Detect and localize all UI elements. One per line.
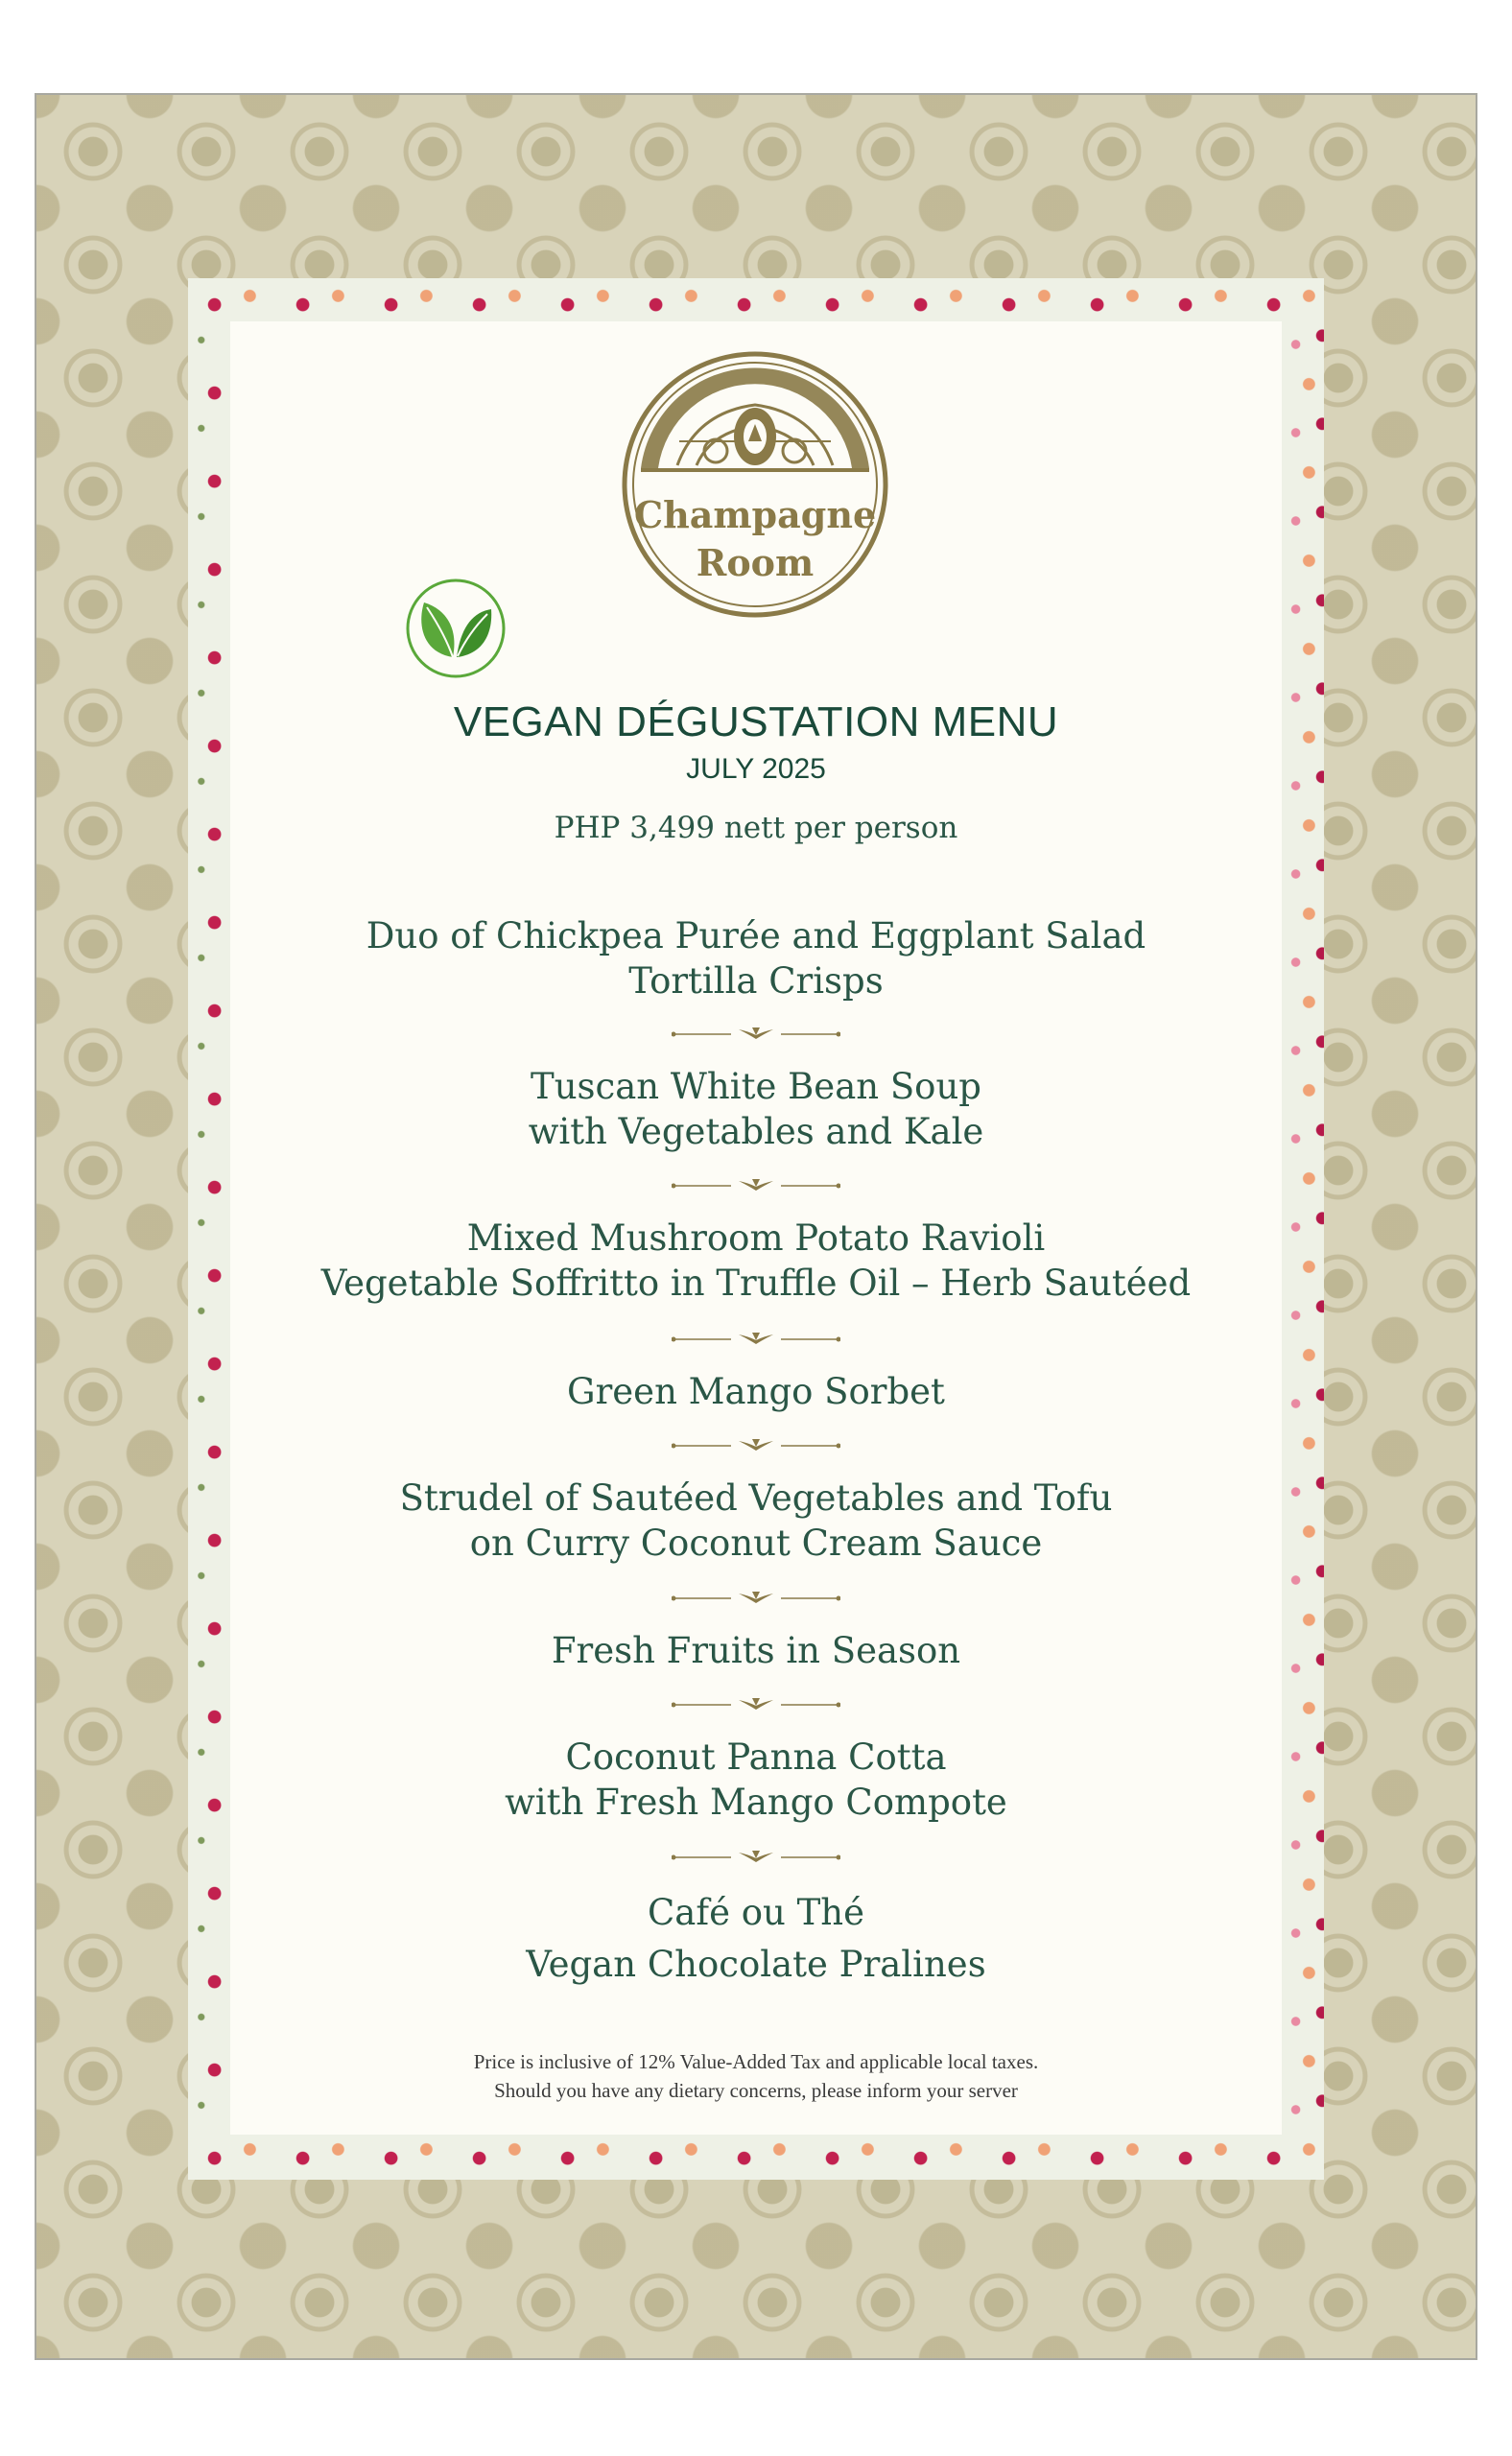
- tax-note-line2: Should you have any dietary concerns, please inform your server: [494, 2079, 1018, 2102]
- course-3-line2: Vegetable Soffritto in Truffle Oil – Herb Sautéed: [320, 1263, 1192, 1304]
- ornament-divider: [672, 1024, 840, 1045]
- course-5-line2: on Curry Coconut Cream Sauce: [469, 1523, 1043, 1564]
- course-5-line1: Strudel of Sautéed Vegetables and Tofu: [399, 1477, 1113, 1519]
- course-8-line1: Café ou Thé: [648, 1892, 864, 1933]
- ornament-divider: [672, 1588, 840, 1609]
- logo-line1: Champagne: [633, 493, 877, 536]
- course-8: [230, 1887, 1282, 1991]
- champagne-room-logo: [620, 345, 890, 624]
- course-6: [230, 1628, 1282, 1673]
- course-5: [230, 1476, 1282, 1566]
- ornament-divider: [672, 1847, 840, 1868]
- course-7: [230, 1735, 1282, 1825]
- vegan-leaf-icon: [403, 576, 508, 681]
- ornament-divider: [672, 1175, 840, 1196]
- tax-note-line1: Price is inclusive of 12% Value-Added Tax and applicable local taxes.: [473, 2050, 1039, 2073]
- course-1-line2: Tortilla Crisps: [628, 960, 884, 1002]
- course-3-line1: Mixed Mushroom Potato Ravioli: [466, 1217, 1046, 1259]
- menu-price: PHP 3,499 nett per person: [554, 811, 958, 845]
- logo-line2: Room: [696, 541, 815, 584]
- course-1-line1: Duo of Chickpea Purée and Eggplant Salad: [366, 915, 1146, 956]
- course-2-line2: with Vegetables and Kale: [528, 1111, 984, 1152]
- course-2-line1: Tuscan White Bean Soup: [531, 1066, 981, 1107]
- ornament-divider: [672, 1694, 840, 1715]
- ornament-divider: [672, 1329, 840, 1350]
- course-3: [230, 1216, 1282, 1306]
- course-7-line2: with Fresh Mango Compote: [505, 1782, 1007, 1823]
- course-2: [230, 1064, 1282, 1154]
- menu-title: VEGAN DÉGUSTATION MENU: [453, 698, 1059, 745]
- course-7-line1: Coconut Panna Cotta: [565, 1736, 947, 1778]
- menu-date: JULY 2025: [686, 753, 826, 785]
- course-8-line2: Vegan Chocolate Pralines: [526, 1944, 986, 1985]
- course-4: [230, 1369, 1282, 1414]
- course-4-line1: Green Mango Sorbet: [567, 1371, 945, 1412]
- ornament-divider: [672, 1435, 840, 1456]
- course-1: [230, 913, 1282, 1004]
- tax-note: [230, 2047, 1282, 2105]
- course-6-line1: Fresh Fruits in Season: [551, 1630, 961, 1671]
